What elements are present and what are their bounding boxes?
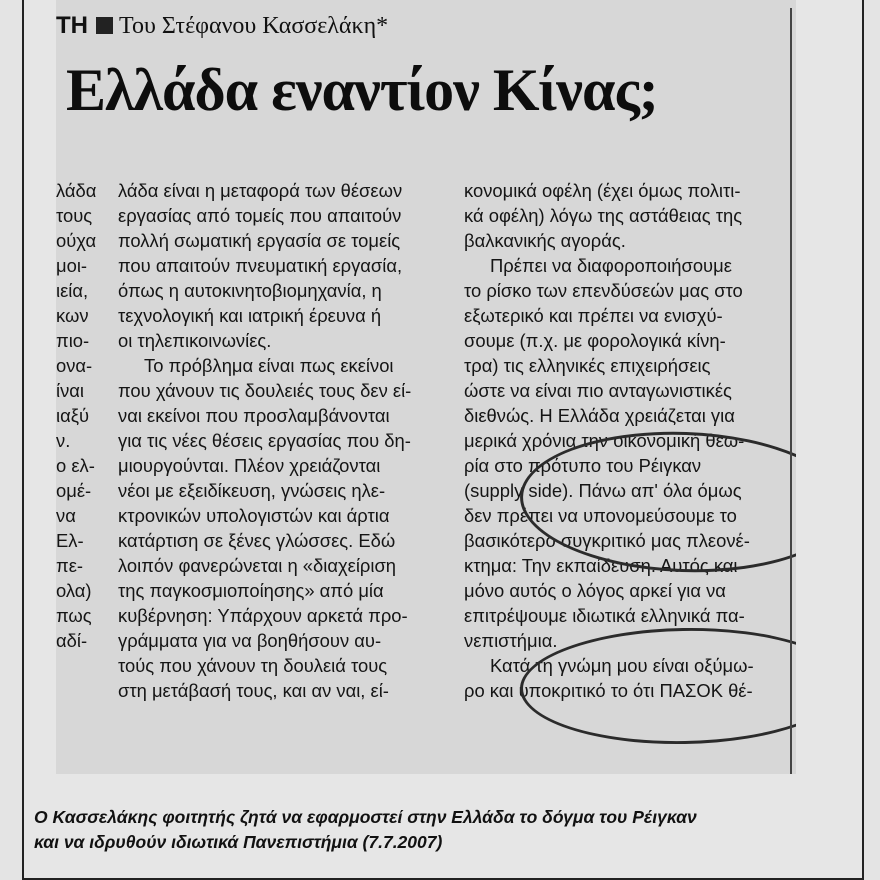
text-line: κτημα: Την εκπαίδευση. Αυτός και: [464, 555, 738, 576]
text-line: Ελ-: [56, 530, 84, 551]
text-line: λοιπόν φανερώνεται η «διαχείριση: [118, 555, 397, 576]
text-line: όπως η αυτοκινητοβιομηχανία, η: [118, 280, 382, 301]
text-line: μόνο αυτός ο λόγος αρκεί για να: [464, 580, 726, 601]
text-line: ομέ-: [56, 480, 92, 501]
text-line: τρα) τις ελληνικές επιχειρήσεις: [464, 355, 711, 376]
text-line: μιουργούνται. Πλέον χρειάζονται: [118, 455, 381, 476]
column-2: [118, 178, 493, 703]
text-line: ιεία,: [56, 280, 89, 301]
text-line: νέοι με εξειδίκευση, γνώσεις ηλε-: [118, 480, 386, 501]
text-line: τούς που χάνουν τη δουλειά τους: [118, 655, 388, 676]
newspaper-clipping: [56, 0, 796, 774]
text-line: γράμματα για να βοηθήσουν αυ-: [118, 630, 382, 651]
text-line: που απαιτούν πνευματική εργασία,: [118, 255, 403, 276]
text-line: διεθνώς. Η Ελλάδα χρειάζεται για: [464, 405, 735, 426]
text-line: επιτρέψουμε ιδιωτικά ελληνικά πα-: [464, 605, 745, 626]
text-line: ν.: [56, 430, 71, 451]
text-line: μερικά χρόνια την οικονομική θεω-: [464, 430, 745, 451]
text-line: πως: [56, 605, 92, 626]
text-line: για τις νέες θέσεις εργασίας που δη-: [118, 430, 411, 451]
text-line: κτρονικών υπολογιστών και άρτια: [118, 505, 390, 526]
headline: Ελλάδα εναντίον Κίνας;: [66, 57, 658, 123]
text-line: ούχα: [56, 230, 96, 251]
byline: Του Στέφανου Κασσελάκη*: [119, 13, 389, 39]
text-line: δεν πρέπει να υπονομεύσουμε το: [464, 505, 737, 526]
text-line: εξωτερικό και πρέπει να ενισχύ-: [464, 305, 723, 326]
text-line: ονα-: [56, 355, 93, 376]
text-line: οι τηλεπικοινωνίες.: [118, 330, 272, 351]
square-bullet-icon: [96, 17, 113, 34]
text-line: ολα): [56, 580, 92, 601]
text-line: λάδα είναι η μεταφορά των θέσεων: [118, 180, 403, 201]
text-line: κατάρτιση σε ξένες γλώσσες. Εδώ: [118, 530, 396, 551]
text-line: να: [56, 505, 76, 526]
text-line: λάδα: [56, 180, 96, 201]
text-line: στη μετάβασή τους, και αν ναι, εί-: [118, 680, 389, 701]
text-line: βασικότερο συγκριτικό μας πλεονέ-: [464, 530, 750, 551]
article-header: [56, 12, 388, 40]
text-line: βαλκανικής αγοράς.: [464, 230, 626, 251]
text-line: της παγκοσμιοποίησης» από μία: [118, 580, 384, 601]
text-line: Κατά τη γνώμη μου είναι οξύμω-: [490, 655, 754, 676]
photo-caption: [34, 805, 834, 855]
caption-line-2: και να ιδρυθούν ιδιωτικά Πανεπιστήμια (7.7.2007): [34, 832, 443, 852]
text-line: τεχνολογική και ιατρική έρευνα ή: [118, 305, 382, 326]
caption-line-1: Ο Κασσελάκης φοιτητής ζητά να εφαρμοστεί στην Ελλάδα το δόγμα του Ρέιγκαν: [34, 807, 697, 827]
section-label: ΤΗ: [56, 12, 88, 39]
text-line: ναι εκείνοι που προσλαμβάνονται: [118, 405, 390, 426]
text-line: (supply side). Πάνω απ' όλα όμως: [464, 480, 742, 501]
text-line: Πρέπει να διαφοροποιήσουμε: [490, 255, 732, 276]
text-line: ώστε να είναι πιο ανταγωνιστικές: [464, 380, 732, 401]
text-line: πολλή σωματική εργασία σε τομείς: [118, 230, 401, 251]
text-line: το ρίσκο των επενδύσεών μας στο: [464, 280, 743, 301]
text-line: αδί-: [56, 630, 88, 651]
text-line: κυβέρνηση: Υπάρχουν αρκετά προ-: [118, 605, 408, 626]
text-line: σουμε (π.χ. με φορολογικά κίνη-: [464, 330, 726, 351]
text-line: κων: [56, 305, 89, 326]
text-line: κονομικά οφέλη (έχει όμως πολιτι-: [464, 180, 741, 201]
column-1: [56, 178, 96, 653]
text-line: πιο-: [56, 330, 90, 351]
text-line: ο ελ-: [56, 455, 95, 476]
text-line: εργασίας από τομείς που απαιτούν: [118, 205, 402, 226]
text-line: Το πρόβλημα είναι πως εκείνοι: [144, 355, 394, 376]
text-line: κά οφέλη) λόγω της αστάθειας της: [464, 205, 743, 226]
text-line: ρία στο πρότυπο του Ρέιγκαν: [464, 455, 702, 476]
text-line: ρο και υποκριτικό το ότι ΠΑΣΟΚ θέ-: [464, 680, 753, 701]
text-line: που χάνουν τις δουλειές τους δεν εί-: [118, 380, 412, 401]
text-line: ιαξύ: [56, 405, 90, 426]
text-line: τους: [56, 205, 93, 226]
text-line: πε-: [56, 555, 84, 576]
text-line: μοι-: [56, 255, 88, 276]
text-line: νεπιστήμια.: [464, 630, 558, 651]
column-rule: [790, 8, 792, 774]
text-line: ίναι: [56, 380, 84, 401]
